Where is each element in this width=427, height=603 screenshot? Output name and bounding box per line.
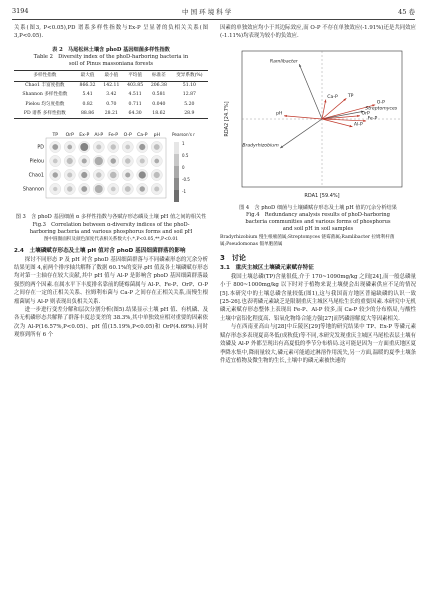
page-number: 3194 [12, 7, 29, 15]
fig4-arrow-label: Fe-P [367, 116, 378, 122]
table2-header-cell: 变异系数(%) [176, 73, 203, 79]
left-intro-paragraph: 关系(图3, P<0.05),PD 谱系多样性指数与Ex-P 呈显著的负相关关系(图3,P<0.05). [14, 25, 208, 40]
section-3-1-body: 我国土壤总磷(TP)含量很低,介于 170~1090mg/kg 之间[24],而一般总磷量小于 800~1000mg/kg 以下时对于植物来说土壤便会出现磷素供应不足的情况[5].本研究中的土壤总磷含量较低(图1),这与我国南方地区普遍缺磷的认识一致[25-26].也表明磷元素缺乏是限制重庆主城区马尾松生长的重要因素.本研究中无机磷元素赋存形态整体上表现出 Fe-P、Al-P 较多,而 Ca-P 较少的分布格局,与酸性土壤中富铝化程度高、铝氧化物络合能力强[27]而钙磷溶解度大等因素相关. [220, 273, 416, 322]
right-column [220, 24, 416, 365]
fig3-correlation-dot [81, 186, 87, 192]
table2-header-cell: 最大值 [80, 73, 95, 79]
table2-cell: 0.70 [106, 101, 117, 107]
fig3-correlation-plot [14, 126, 208, 214]
fig3-col-label: Ex-P [79, 133, 90, 139]
fig3-legend-swatch [174, 154, 179, 166]
table2-cell: 0.711 [128, 101, 142, 107]
fig3-correlation-dot [67, 145, 72, 150]
fig3-correlation-dot [111, 145, 116, 150]
fig3-col-label: Ca-P [137, 133, 148, 139]
left-column [14, 24, 208, 340]
fig3-row-label: PD [37, 145, 44, 151]
running-header [12, 6, 415, 18]
fig3-caption-cn: 图 3 含 phoD 基因细菌 α 多样性指数与各赋存形态磷及土壤 pH 值之间的相关性 [15, 214, 207, 221]
fig3-correlation-dot [53, 173, 58, 178]
table2-cell: Chao1 丰富度指数 [25, 83, 65, 89]
table2-cell: 142.11 [103, 83, 120, 89]
fig4-caption-en-2: bacteria communities and various forms of phosphorus [245, 219, 391, 226]
fig3-correlation-dot [96, 145, 101, 150]
fig4-x-label: RDA1 [59.4%] [304, 192, 340, 199]
fig3-legend-tick: -1 [182, 189, 186, 195]
fig4-caption-cn: 图 4 含 phoD 细菌与土壤磷赋存形态及土壤 pH 值的冗余分析结果 [239, 204, 397, 211]
table2-cell: 206.38 [150, 83, 167, 89]
section-2-4-title: 2.4 土壤磷赋存形态及土壤 pH 值对含 phoD 基因细菌群落的影响 [14, 248, 186, 255]
fig3-correlation-dot [140, 159, 145, 164]
fig3-legend-swatch [174, 142, 179, 154]
fig3-col-label: TP [52, 133, 59, 139]
section-3-title: 3 讨论 [220, 254, 246, 263]
table2-cell: 4.511 [128, 92, 142, 98]
table2-row [14, 109, 208, 119]
table2-cell: 866.32 [79, 83, 96, 89]
fig3-correlation-dot [67, 158, 73, 164]
fig3-frame [46, 138, 166, 198]
fig3-legend-tick: 0 [182, 165, 185, 171]
fig4-caption-en-3: and soil pH in soil samples [282, 226, 354, 233]
fig4 [220, 45, 416, 205]
table2-header-cell: 平均值 [128, 73, 142, 79]
table2-cell: 403.85 [127, 83, 144, 89]
fig3-correlation-dot [125, 186, 131, 192]
fig3-correlation-dot [53, 159, 58, 164]
fig4-arrow-label: pH [276, 111, 283, 117]
table2-cell: 12.87 [182, 92, 196, 98]
fig3-col-label: pH [153, 133, 160, 139]
fig4-arrow-label: TP [347, 93, 354, 99]
fig4-arrow-label: Ramlibacter [269, 59, 298, 65]
table2-title-en-1: Table 2 Diversity index of the phoD-harboring bacteria in [33, 54, 189, 61]
volume-label: 45 卷 [398, 8, 415, 16]
section-3-1-title: 3.1 重庆主城区土壤磷元素赋存特征 [220, 265, 314, 272]
fig3-correlation-dot [52, 144, 58, 150]
table2-cell: 18.62 [152, 110, 166, 116]
fig4-arrow-label: Streptomyces [365, 106, 398, 112]
table2-header-cell: 最小值 [104, 73, 119, 79]
fig3-correlation-dot [95, 185, 103, 193]
fig3-row-label: Shannon [22, 187, 44, 193]
table2-cell: 0.581 [152, 92, 166, 98]
table2-cell: 88.86 [80, 110, 95, 116]
table2-title-en-2: soil of Pinus massoniana forests [68, 61, 154, 68]
fig4-caption-en-1: Fig.4 Redundancy analysis results of phoD-harboring [246, 212, 390, 219]
fig3-legend-swatch [174, 190, 179, 202]
table2-row [14, 91, 208, 100]
fig3-correlation-dot [111, 159, 116, 164]
section-3-1-body-2: 与在西南亚高山与[28]中丘陵区[29]等地的研究结果中 TP、Ex-P 等磷元素赋存形态多表现夏高冬低(成秋低)等不同,本研究发现重庆主城区马尾松表层土壤有效磷及 Al-P 外都呈现出有高夏低的季节分布格局.这可能是因为一方面重庆地区夏季降水集中,降雨量较大,磷元素可能通过淋溶作用流失,另一方面,温暖的夏季土壤条件适宜植物及微生物的生长,土壤中的磷元素被快速的 [220, 324, 416, 364]
fig3-legend-swatch [174, 166, 179, 178]
table2-cell: 0.82 [82, 101, 93, 107]
section-2-4-body: 探讨不同形态 P 及 pH 对含 phoD 基因细菌群落与不同磷素形态的冗余分析结果见图 4,前两个排序轴共解释了数据 60.1%的变异.pH 值及各土壤磷赋存形态均对第一主轴存在较大贡献,其中 pH 值与 Al-P 是影响含 phoD 基因细菌群落最强烈的两个因素.在属水平下丰度排名靠前的链霉菌属与 Al-P、Fe-P、OrP、O-P 之间存在一定的正相关关系、拉姆利布菌与 Ca-P 之间存在正相关关系,而慢生根瘤菌属与 Al-P 则表现出负相关关系. [14, 256, 208, 305]
fig3-correlation-dot [110, 172, 117, 179]
table2-cell: 3.42 [106, 92, 117, 98]
table2-header-cell: 标准差 [151, 73, 166, 79]
fig3-correlation-dot [154, 187, 159, 192]
table2-cell: 64.30 [128, 110, 142, 116]
fig4-arrow-label: Ca-P [327, 94, 338, 100]
fig3-caption-en-2: harboring bacteria and various phosphorus forms and soil pH [29, 228, 193, 235]
table2-cell: 5.20 [184, 101, 195, 107]
fig3-col-label: Al-P [94, 133, 104, 139]
table2 [14, 47, 208, 120]
fig3-correlation-dot [80, 143, 88, 151]
fig3-col-label: Fe-P [108, 133, 119, 139]
table2-cell: 5.41 [82, 92, 93, 98]
fig3-correlation-dot [139, 172, 146, 179]
table2-row [14, 81, 208, 91]
fig4-note: Bradyrhizobium 慢生根瘤菌属;Streptomyces 链霉菌属;Ramlibacter 拉姆利杆菌属;Pseudomonas 假单胞菌属 [220, 234, 395, 247]
fig4-arrow-label: OrP [361, 111, 370, 117]
table2-cell: 28.21 [104, 110, 118, 116]
fig3-correlation-dot [154, 172, 160, 178]
fig3 [14, 126, 208, 214]
fig3-note: 图中圆圈面积及颜色深度代表相关系数大小,*,P<0.05,**,P<0.01 [43, 236, 179, 242]
fig4-arrow-label: Bradyrhizobium [242, 143, 279, 149]
table2-cell: Pielou 均匀度指数 [25, 101, 65, 107]
journal-name: 中 国 环 境 科 学 [182, 8, 232, 16]
header-rule [12, 19, 415, 20]
fig4-arrow-label: Al-P [353, 122, 363, 128]
fig3-correlation-dot [139, 144, 145, 150]
fig3-col-label: O-P [123, 133, 132, 139]
fig3-correlation-dot [154, 159, 159, 164]
fig3-row-label: Chao1 [28, 173, 44, 179]
fig3-correlation-dot [95, 157, 103, 165]
table2-cell: Shannon 多样性指数 [22, 92, 68, 98]
fig3-correlation-dot [125, 159, 130, 164]
fig3-legend-tick: 1 [182, 141, 185, 147]
section-2-4-body-2: 进一步进行变差分解和层次分割分析(图5).结果显示土壤 pH 值、有机磷、及各无机磷形态共解释了群落丰度总变差的 38.3%,其中单独效应相对重要的因素依次为 Al-P(16.57%,P<0.05)、pH 值(15.19%,P<0.05)和 OrP(4.69%).同时观察到所有 6 个 [14, 307, 208, 339]
fig3-correlation-dot [67, 187, 72, 192]
fig3-legend-swatch [174, 178, 179, 190]
fig4-y-label: RDA2 [24.7%] [224, 101, 230, 137]
table2-cell: PD 谱系 多样性指数 [23, 110, 66, 116]
fig3-correlation-dot [154, 144, 160, 150]
fig3-col-label: OrP [65, 133, 74, 139]
fig3-correlation-dot [53, 187, 57, 191]
fig3-correlation-dot [67, 173, 72, 178]
fig4-arrow-label: O-P [376, 100, 385, 106]
table2-cell: 51.10 [182, 83, 196, 89]
table2-grid [14, 70, 208, 119]
table2-cell: 0.040 [152, 101, 166, 107]
fig3-correlation-dot [125, 145, 130, 150]
table2-title-cn: 表 2 马尾松林土壤含 phoD 基因细菌多样性指数 [52, 46, 170, 53]
fig3-legend-tick: 0.5 [182, 153, 189, 159]
table2-row [14, 100, 208, 109]
fig3-correlation-dot [111, 187, 116, 192]
fig3-correlation-dot [82, 159, 87, 164]
right-intro-paragraph: 因素的单独效应均小于其边际效应,而 O-P 不存在单独效应(-1.91%)还是共同效应(-1.11%)均表现为较小的负效应. [220, 25, 416, 40]
fig3-caption-en-1: Fig.3 Correlation between α-diversity indices of the phoD- [32, 221, 190, 228]
table2-cell: 28.9 [184, 110, 195, 116]
fig3-correlation-dot [81, 172, 87, 178]
fig3-legend-tick: -0.5 [182, 177, 190, 183]
fig3-correlation-dot [125, 173, 130, 178]
fig4-rda-plot [220, 45, 416, 205]
fig3-legend-title: Pearson's r [172, 132, 196, 138]
fig3-correlation-dot [96, 173, 101, 178]
fig3-correlation-dot [140, 187, 145, 192]
fig3-row-label: Pielou [29, 159, 44, 165]
table2-header-cell: 多样性指数 [33, 73, 57, 79]
